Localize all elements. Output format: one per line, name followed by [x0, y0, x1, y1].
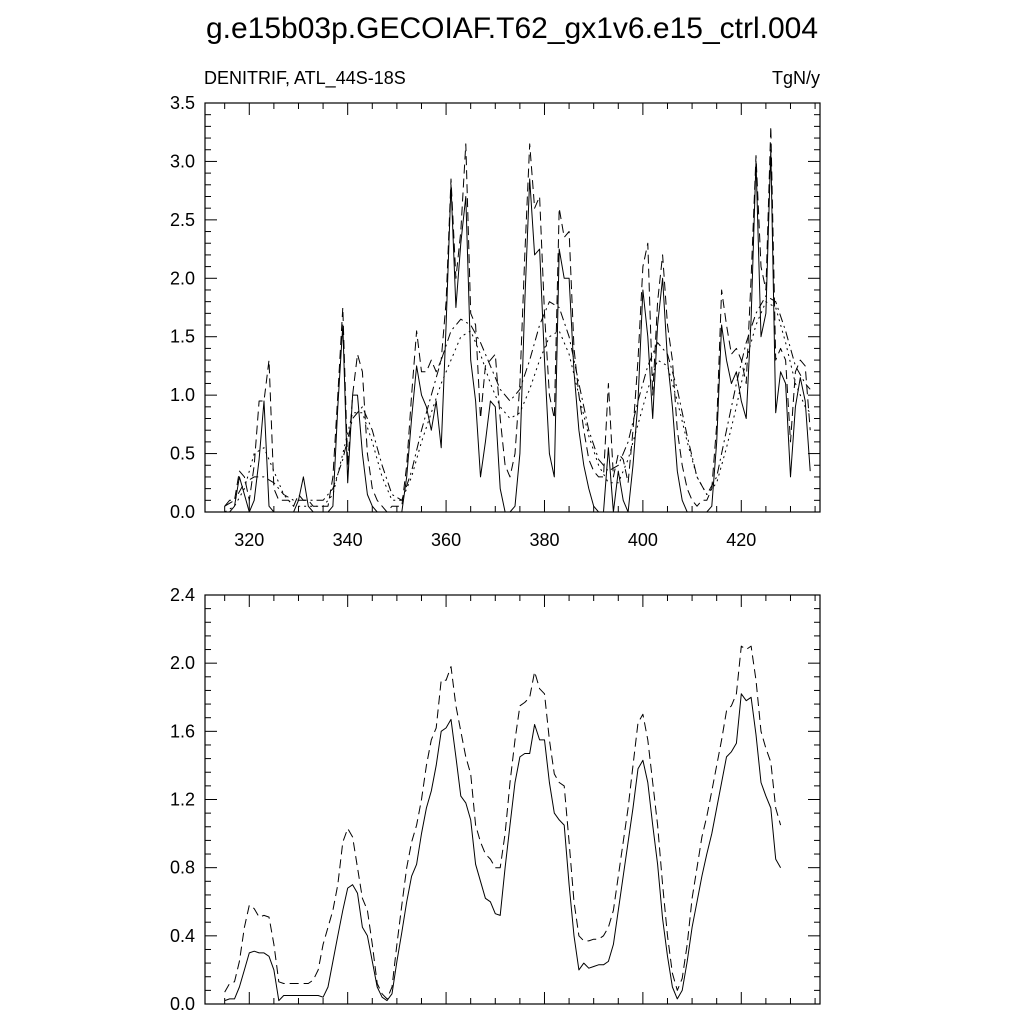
panel-variable-label: DENITRIF, ATL_44S-18S	[204, 68, 406, 88]
bottom-series-line-solid	[225, 694, 781, 1001]
figure-title: g.e15b03p.GECOIAF.T62_gx1v6.e15_ctrl.004	[205, 12, 819, 45]
bottom-plot-frame	[205, 595, 820, 1004]
bottom-y-tick-label: 1.2	[169, 789, 195, 810]
panel-units-label: TgN/y	[771, 68, 820, 88]
top-series-line-dashed	[225, 126, 811, 512]
top-y-tick-label: 0.5	[169, 443, 195, 464]
bottom-y-tick-label: 0.0	[169, 994, 195, 1014]
bottom-y-tick-label: 1.6	[169, 721, 195, 742]
top-y-tick-label: 3.5	[169, 93, 195, 113]
top-y-tick-label: 0.0	[169, 502, 195, 522]
top-x-tick-label: 400	[627, 530, 658, 550]
bottom-y-tick-label: 0.4	[169, 925, 195, 946]
top-x-tick-label: 360	[431, 530, 462, 550]
top-x-tick-label: 420	[726, 530, 757, 550]
bottom-line-chart	[170, 585, 820, 1014]
top-y-tick-label: 2.5	[169, 209, 195, 230]
bottom-y-tick-label: 2.0	[169, 653, 195, 674]
bottom-series-line-dashed	[225, 646, 781, 999]
top-y-tick-label: 1.5	[169, 326, 195, 347]
top-x-tick-label: 380	[529, 530, 560, 550]
bottom-y-tick-label: 2.4	[169, 585, 195, 605]
bottom-y-tick-label: 0.8	[169, 857, 195, 878]
top-y-tick-label: 2.0	[169, 268, 195, 289]
top-x-tick-label: 340	[332, 530, 363, 550]
top-line-chart	[170, 93, 820, 550]
top-y-tick-label: 1.0	[169, 385, 195, 406]
top-x-tick-label: 320	[234, 530, 265, 550]
top-plot-frame	[205, 103, 820, 512]
top-y-tick-label: 3.0	[169, 151, 195, 172]
top-series-line-solid	[225, 150, 811, 512]
